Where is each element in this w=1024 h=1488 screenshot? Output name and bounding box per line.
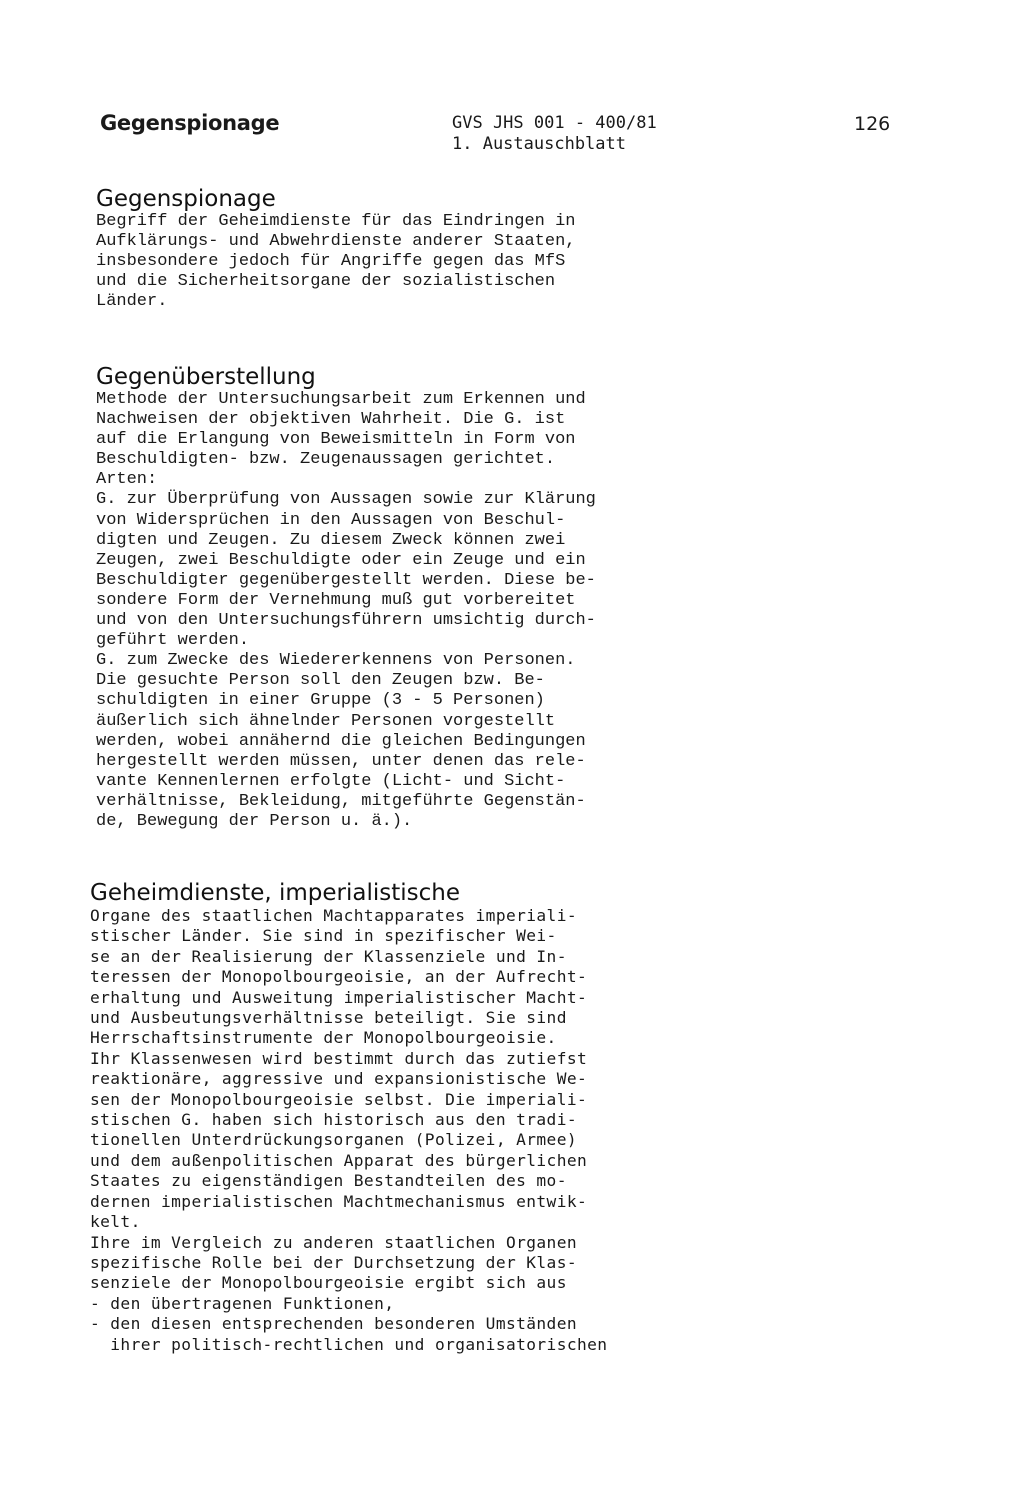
running-head: Gegenspionage xyxy=(100,111,280,135)
reference-line-2: 1. Austauschblatt xyxy=(452,134,626,154)
page-number: 126 xyxy=(854,113,891,135)
entry-geheimdienste-imperialistische xyxy=(90,880,607,1355)
entry-title: Gegenspionage xyxy=(96,186,276,212)
entry-title: Gegenüberstellung xyxy=(96,364,316,390)
entry-title: Geheimdienste, imperialistische xyxy=(90,880,460,906)
entry-gegenspionage xyxy=(96,186,575,312)
document-reference xyxy=(452,113,657,155)
entry-body: Begriff der Geheimdienste für das Eindringen in Aufklärungs- und Abwehrdienste anderer Staaten, insbesondere jedoch für Angriffe gegen das MfS und die Sicherheitsorgane der sozialistischen Länder. xyxy=(96,212,576,312)
entry-body: Methode der Untersuchungsarbeit zum Erkennen und Nachweisen der objektiven Wahrheit. Die G. ist auf die Erlangung von Beweismitteln in Form von Beschuldigten- bzw. Zeugenaussagen gerichtet. Arten: G. zur Überprüfung von Aussagen sowie zur Klärung von Widersprüchen in den Aussagen von Beschul- digten und Zeugen. Zu diesem Zweck können zwei Zeugen, zwei Beschuldigte oder ein Zeuge und ein Beschuldigter gegenübergestellt werden. Diese be- sondere Form der Vernehmung muß gut vorbereitet und von den Untersuchungsführern umsichtig durch- geführt werden. G. zum Zwecke des Wiedererkennens von Personen. Die gesuchte Person soll den Zeugen bzw. Be- schuldigten in einer Gruppe (3 - 5 Personen) äußerlich sich ähnelnder Personen vorgestellt werden, wobei annähernd die gleichen Bedingungen hergestellt werden müssen, unter denen das rele- vante Kennenlernen erfolgte (Licht- und Sicht- verhältnisse, Bekleidung, mitgeführte Gegenstän- de, Bewegung der Person u. ä.). xyxy=(96,390,596,831)
entry-gegenueberstellung xyxy=(96,364,596,832)
entry-body: Organe des staatlichen Machtapparates imperiali- stischer Länder. Sie sind in spezifischer Wei- se an der Realisierung der Klassenziele und In- teressen der Monopolbourgeoisie, an der Aufrecht- erhaltung und Ausweitung imperialistischer Macht- und Ausbeutungsverhältnisse beteiligt. Sie sind Herrschaftsinstrumente der Monopolbourgeoisie. Ihr Klassenwesen wird bestimmt durch das zutiefst reaktionäre, aggressive und expansionistische We- sen der Monopolbourgeoisie selbst. Die imperiali- stischen G. haben sich historisch aus den tradi- tionellen Unterdrückungsorganen (Polizei, Armee) und dem außenpolitischen Apparat des bürgerlichen Staates zu eigenständigen Bestandteilen des mo- dernen imperialistischen Machtmechanismus entwik- kelt. Ihre im Vergleich zu anderen staatlichen Organen spezifische Rolle bei der Durchsetzung der Klas- senziele der Monopolbourgeoisie ergibt sich aus - den übertragenen Funktionen, - den diesen entsprechenden besonderen Umständen ihrer politisch-rechtlichen und organisatorischen xyxy=(90,906,608,1354)
reference-line-1: GVS JHS 001 - 400/81 xyxy=(452,113,657,133)
